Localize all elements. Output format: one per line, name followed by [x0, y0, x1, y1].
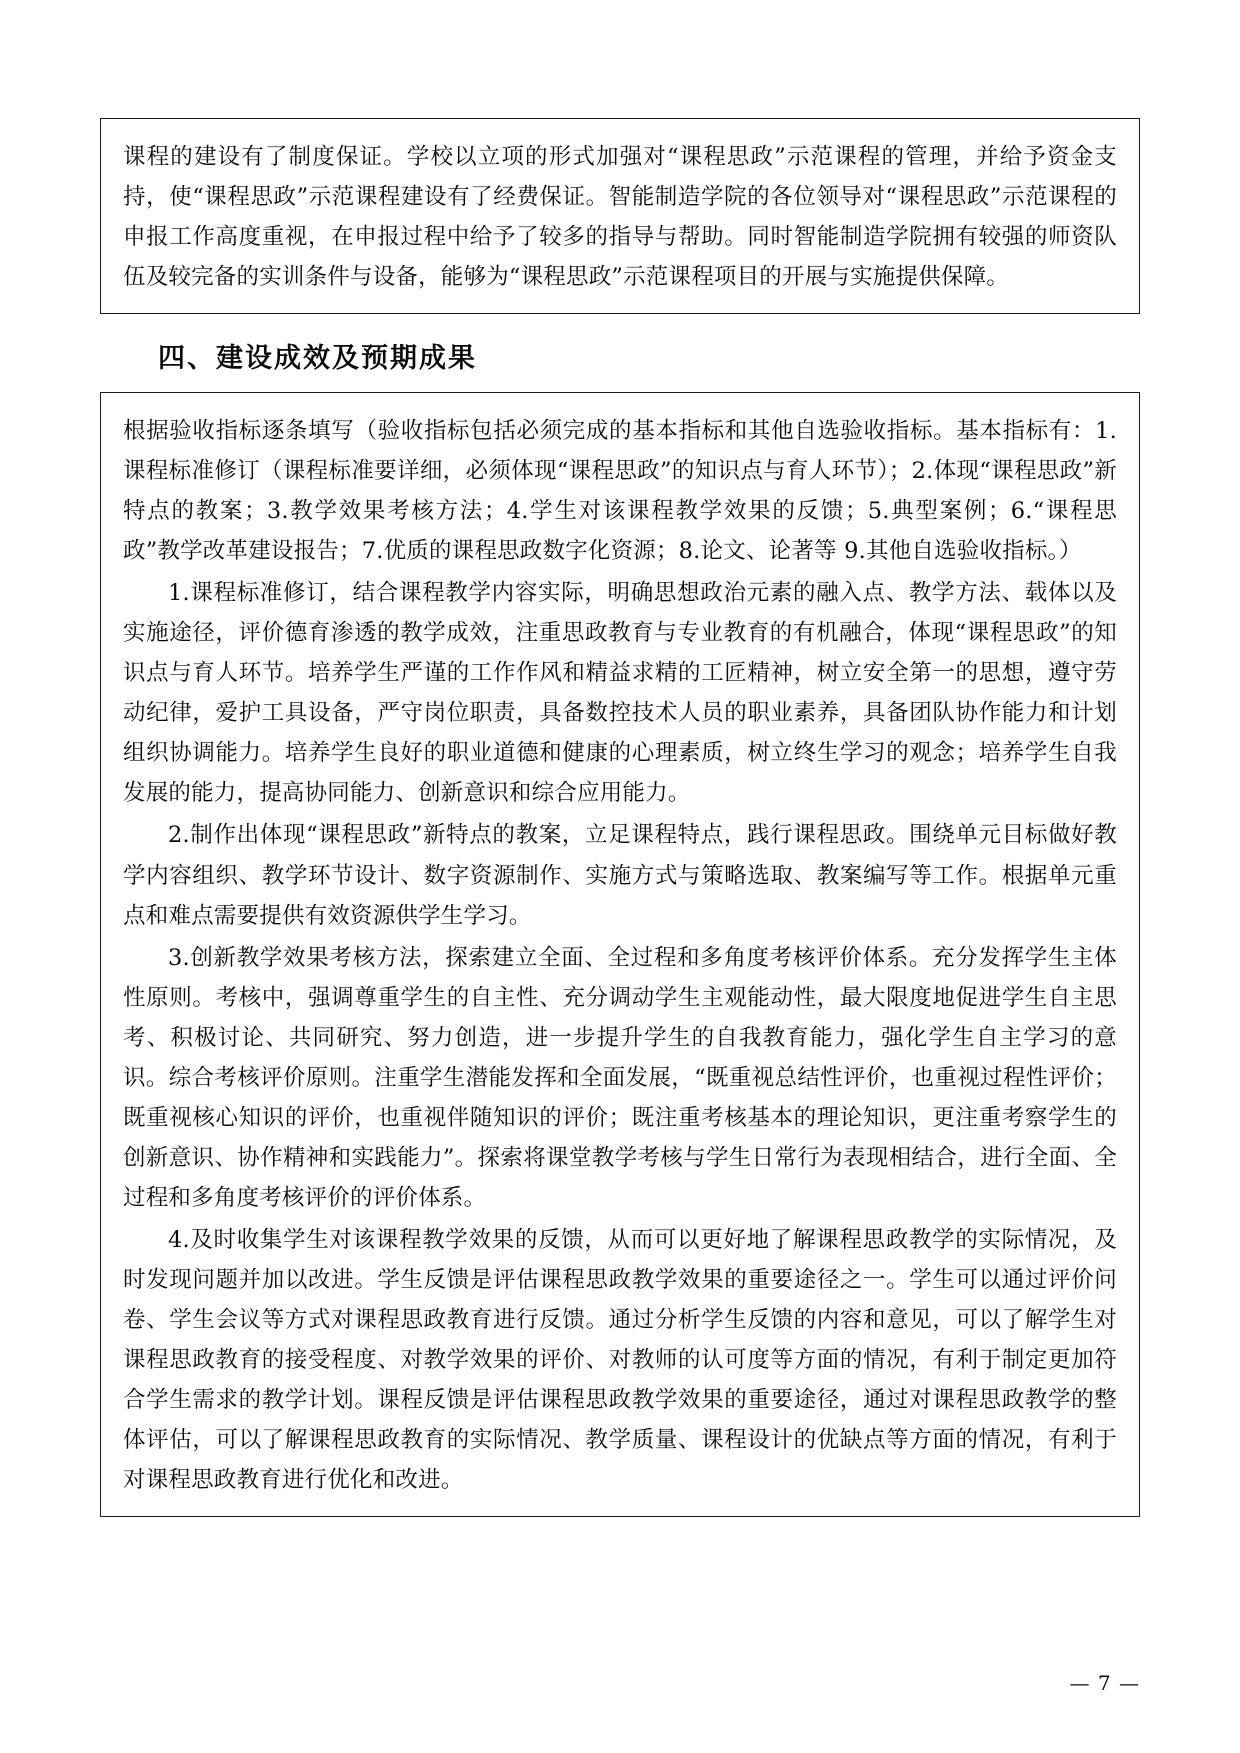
- item-paragraph-2: 2.制作出体现“课程思政”新特点的教案，立足课程特点，践行课程思政。围绕单元目标做好教学内容组织、教学环节设计、数字资源制作、实施方式与策略选取、教案编写等工作。根据单元重点和难点需要提供有效资源供学生学习。: [123, 822, 1117, 929]
- item-paragraph-4: 4.及时收集学生对该课程教学效果的反馈，从而可以更好地了解课程思政教学的实际情况，及时发现问题并加以改进。学生反馈是评估课程思政教学效果的重要途径之一。学生可以通过评价问卷、学生会议等方式对课程思政教育进行反馈。通过分析学生反馈的内容和意见，可以了解学生对课程思政教育的接受程度、对教学效果的评价、对教师的认可度等方面的情况，有利于制定更加符合学生需求的教学计划。课程反馈是评估课程思政教学效果的重要途径，通过对课程思政教学的整体评估，可以了解课程思政教育的实际情况、教学质量、课程设计的优缺点等方面的情况，有利于对课程思政教育进行优化和改进。: [123, 1226, 1117, 1494]
- instruction-paragraph: 根据验收指标逐条填写（验收指标包括必须完成的基本指标和其他自选验收指标。基本指标有：1.课程标准修订（课程标准要详细，必须体现“课程思政”的知识点与育人环节）；2.体现“课程思政”新特点的教案；3.教学效果考核方法；4.学生对该课程教学效果的反馈；5.典型案例；6.“课程思政”教学改革建设报告；7.优质的课程思政数字化资源；8.论文、论著等 9.其他自选验收指标。）: [123, 417, 1117, 565]
- section-heading: 四、建设成效及预期成果: [158, 343, 477, 375]
- item-paragraph-1: 1.课程标准修订，结合课程教学内容实际，明确思想政治元素的融入点、教学方法、载体以及实施途径，评价德育渗透的教学成效，注重思政教育与专业教育的有机融合，体现“课程思政”的知识点与育人环节。培养学生严谨的工作作风和精益求精的工匠精神，树立安全第一的思想，遵守劳动纪律，爱护工具设备，严守岗位职责，具备数控技术人员的职业素养，具备团队协作能力和计划组织协调能力。培养学生良好的职业道德和健康的心理素质，树立终生学习的观念；培养学生自我发展的能力，提高协同能力、创新意识和综合应用能力。: [123, 580, 1117, 807]
- top-box-paragraph: 课程的建设有了制度保证。学校以立项的形式加强对“课程思政”示范课程的管理，并给予资金支持，使“课程思政”示范课程建设有了经费保证。智能制造学院的各位领导对“课程思政”示范课程的申报工作高度重视，在申报过程中给予了较多的指导与帮助。同时智能制造学院拥有较强的师资队伍及较完备的实训条件与设备，能够为“课程思政”示范课程项目的开展与实施提供保障。: [123, 144, 1117, 291]
- top-text-box: [100, 118, 1140, 314]
- item-paragraph-3: 3.创新教学效果考核方法，探索建立全面、全过程和多角度考核评价体系。充分发挥学生主体性原则。考核中，强调尊重学生的自主性、充分调动学生主观能动性，最大限度地促进学生自主思考、积极讨论、共同研究、努力创造，进一步提升学生的自我教育能力，强化学生自主学习的意识。综合考核评价原则。注重学生潜能发挥和全面发展，“既重视总结性评价，也重视过程性评价；既重视核心知识的评价，也重视伴随知识的评价；既注重考核基本的理论知识，更注重考察学生的创新意识、协作精神和实践能力”。探索将课堂教学考核与学生日常行为表现相结合，进行全面、全过程和多角度考核评价的评价体系。: [123, 944, 1117, 1211]
- main-text-box: [100, 392, 1140, 1517]
- page-number: — 7 —: [1069, 1671, 1140, 1695]
